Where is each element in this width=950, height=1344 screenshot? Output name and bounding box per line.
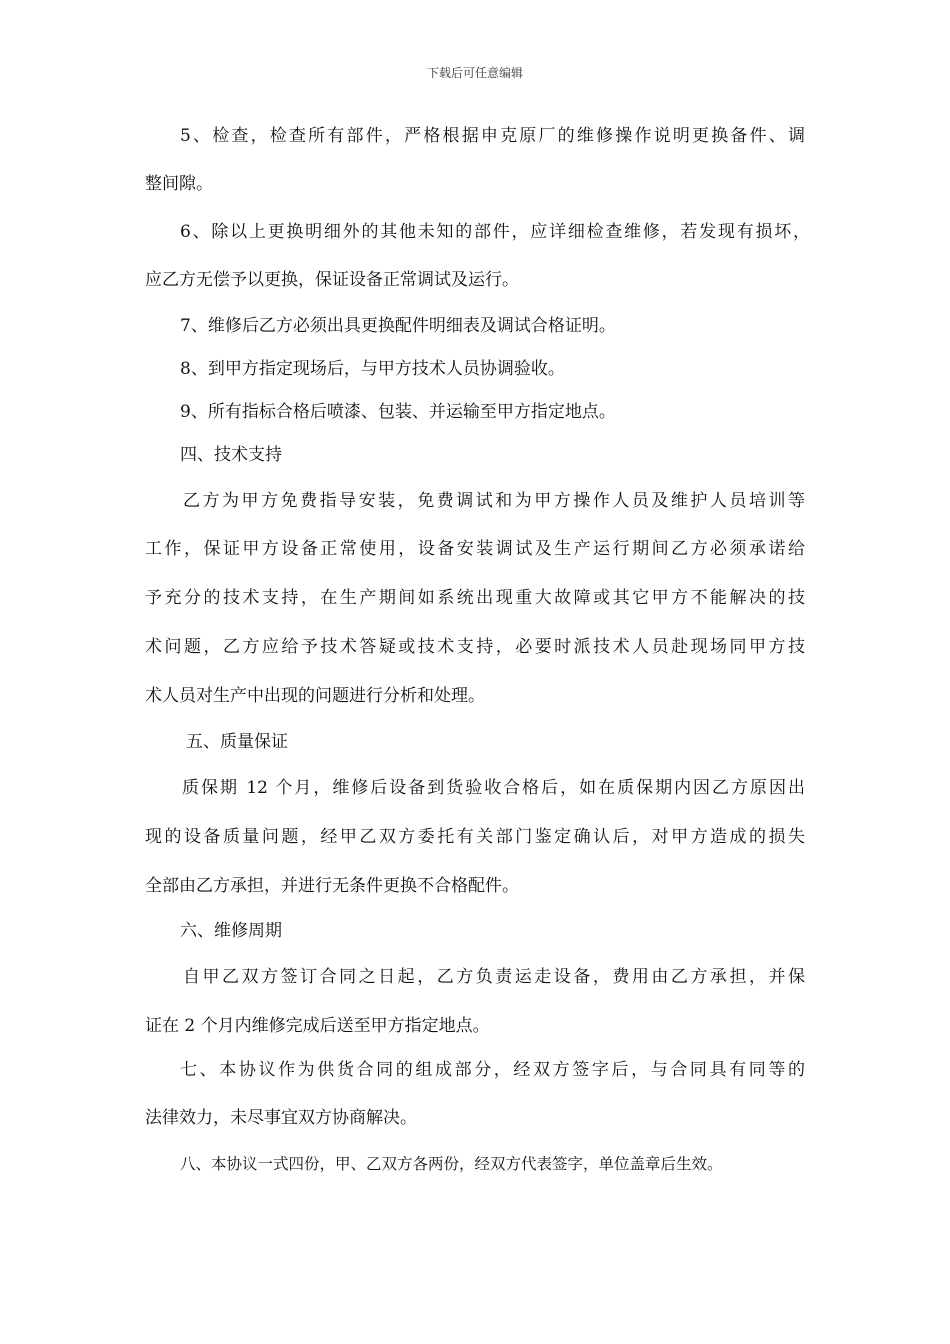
para-quality-3: 全部由乙方承担，并进行无条件更换不合格配件。: [145, 876, 519, 896]
line-item8: 8、到甲方指定现场后，与甲方技术人员协调验收。: [180, 359, 565, 379]
para-tech-3: 予充分的技术支持，在生产期间如系统出现重大故障或其它甲方不能解决的技: [145, 588, 805, 608]
line-item7: 7、维修后乙方必须出具更换配件明细表及调试合格证明。: [180, 316, 616, 336]
line-item6-a: 6、除以上更换明细外的其他未知的部件，应详细检查维修，若发现有损坏，: [180, 222, 810, 242]
para-period-1: 自甲乙双方签订合同之日起，乙方负责运走设备，费用由乙方承担，并保: [183, 967, 805, 987]
para-quality-2: 现的设备质量问题，经甲乙双方委托有关部门鉴定确认后，对甲方造成的损失: [145, 827, 805, 847]
para-tech-4: 术问题，乙方应给予技术答疑或技术支持，必要时派技术人员赴现场同甲方技: [145, 637, 805, 657]
section-heading-period: 六、维修周期: [180, 921, 282, 941]
line-item9: 9、所有指标合格后喷漆、包装、并运输至甲方指定地点。: [180, 402, 616, 422]
line-item5-a: 5、检查，检查所有部件，严格根据申克原厂的维修操作说明更换备件、调: [180, 126, 805, 146]
para-tech-5: 术人员对生产中出现的问题进行分析和处理。: [145, 686, 485, 706]
line-item6-b: 应乙方无偿予以更换，保证设备正常调试及运行。: [145, 270, 519, 290]
section-heading-tech-support: 四、技术支持: [180, 445, 282, 465]
para-tech-2: 工作，保证甲方设备正常使用，设备安装调试及生产运行期间乙方必须承诺给: [145, 539, 805, 559]
line-item5-b: 整间隙。: [145, 174, 213, 194]
para-seven-2: 法律效力，未尽事宜双方协商解决。: [145, 1108, 417, 1128]
para-seven-1: 七、本协议作为供货合同的组成部分，经双方签字后，与合同具有同等的: [180, 1060, 805, 1080]
para-tech-1: 乙方为甲方免费指导安装，免费调试和为甲方操作人员及维护人员培训等: [183, 491, 805, 511]
para-eight: 八、本协议一式四份，甲、乙双方各两份，经双方代表签字，单位盖章后生效。: [180, 1155, 723, 1173]
section-heading-quality: 五、质量保证: [186, 732, 288, 752]
para-quality-1: 质保期 12 个月，维修后设备到货验收合格后，如在质保期内因乙方原因出: [182, 778, 805, 798]
para-period-2: 证在 2 个月内维修完成后送至甲方指定地点。: [145, 1016, 490, 1036]
page-header: 下载后可任意编辑: [426, 66, 523, 80]
